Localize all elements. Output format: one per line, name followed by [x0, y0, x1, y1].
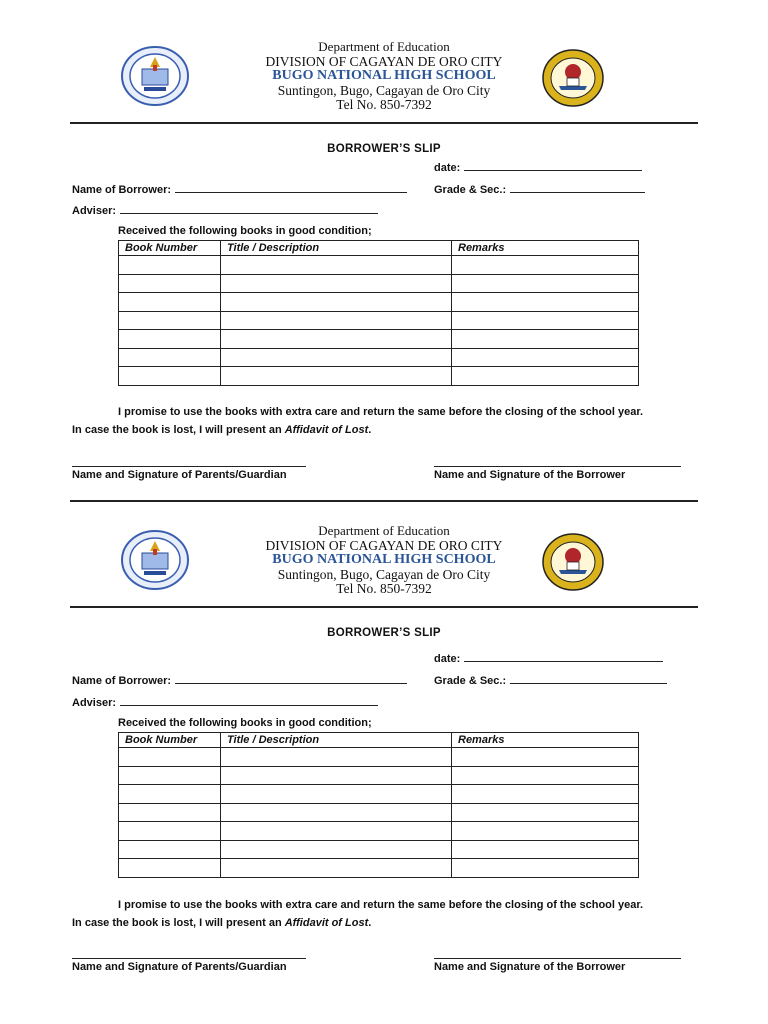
date-field[interactable] — [434, 160, 642, 174]
column-header-remarks: Remarks — [452, 241, 639, 256]
slip-separator — [70, 500, 698, 502]
adviser-label: Adviser: — [72, 205, 117, 217]
table-row — [119, 803, 639, 822]
school-address: Suntingon, Bugo, Cagayan de Oro City — [277, 82, 491, 98]
borrower-signature-label: Name and Signature of the Borrower — [434, 469, 626, 481]
adviser-label: Adviser: — [72, 697, 117, 709]
remarks-cell[interactable] — [452, 840, 639, 859]
promise-statement — [72, 896, 712, 932]
borrower-label: Name of Borrower: — [72, 184, 172, 196]
column-header-book-number: Book Number — [119, 733, 221, 748]
title-cell[interactable] — [221, 330, 452, 349]
date-input-line[interactable] — [464, 160, 642, 171]
books-table — [118, 732, 639, 878]
book-number-cell[interactable] — [119, 293, 221, 312]
promise-period: . — [368, 917, 372, 929]
grade-section-field[interactable] — [434, 673, 667, 687]
borrower-signature-line[interactable] — [434, 466, 681, 467]
grade-input-line[interactable] — [510, 673, 667, 684]
promise-line-1: I promise to use the books with extra care and return the same before the closing of the school year. — [118, 406, 644, 418]
table-row — [119, 256, 639, 275]
table-row — [119, 367, 639, 386]
table-header-row — [119, 241, 639, 256]
division-name: DIVISION OF CAGAYAN DE ORO CITY — [265, 53, 503, 69]
title-cell[interactable] — [221, 803, 452, 822]
department-name: Department of Education — [318, 39, 450, 54]
book-number-cell[interactable] — [119, 785, 221, 804]
promise-line-2: In case the book is lost, I will present an — [72, 424, 285, 436]
book-number-cell[interactable] — [119, 256, 221, 275]
remarks-cell[interactable] — [452, 859, 639, 878]
date-input-line[interactable] — [464, 651, 663, 662]
parent-signature-line[interactable] — [72, 958, 306, 959]
title-cell[interactable] — [221, 348, 452, 367]
title-cell[interactable] — [221, 367, 452, 386]
table-row — [119, 766, 639, 785]
table-row — [119, 822, 639, 841]
parent-signature-label: Name and Signature of Parents/Guardian — [72, 961, 287, 973]
promise-period: . — [368, 424, 372, 436]
parent-signature-line[interactable] — [72, 466, 306, 467]
school-header — [0, 524, 768, 597]
promise-line-1: I promise to use the books with extra care and return the same before the closing of the school year. — [118, 899, 644, 911]
table-row — [119, 330, 639, 349]
title-cell[interactable] — [221, 256, 452, 275]
school-header — [0, 40, 768, 113]
book-number-cell[interactable] — [119, 766, 221, 785]
borrower-input-line[interactable] — [175, 182, 407, 193]
grade-section-field[interactable] — [434, 182, 645, 196]
promise-statement — [72, 403, 712, 439]
remarks-cell[interactable] — [452, 748, 639, 767]
column-header-remarks: Remarks — [452, 733, 639, 748]
title-cell[interactable] — [221, 766, 452, 785]
borrower-name-field[interactable] — [72, 182, 407, 196]
book-number-cell[interactable] — [119, 330, 221, 349]
borrower-input-line[interactable] — [175, 673, 407, 684]
department-name: Department of Education — [318, 523, 450, 538]
remarks-cell[interactable] — [452, 293, 639, 312]
book-number-cell[interactable] — [119, 840, 221, 859]
title-cell[interactable] — [221, 840, 452, 859]
books-table — [118, 240, 639, 386]
book-number-cell[interactable] — [119, 367, 221, 386]
received-statement: Received the following books in good condition; — [118, 717, 372, 729]
school-telephone: Tel No. 850-7392 — [336, 581, 432, 596]
column-header-title: Title / Description — [221, 733, 452, 748]
remarks-cell[interactable] — [452, 348, 639, 367]
borrower-signature-line[interactable] — [434, 958, 681, 959]
book-number-cell[interactable] — [119, 311, 221, 330]
title-cell[interactable] — [221, 311, 452, 330]
date-label: date: — [434, 162, 461, 174]
adviser-input-line[interactable] — [120, 695, 378, 706]
adviser-field[interactable] — [72, 695, 378, 709]
slip-title: BORROWER’S SLIP — [327, 627, 441, 639]
school-name: BUGO NATIONAL HIGH SCHOOL — [272, 68, 496, 83]
parent-signature-label: Name and Signature of Parents/Guardian — [72, 469, 287, 481]
title-cell[interactable] — [221, 822, 452, 841]
date-field[interactable] — [434, 651, 663, 665]
table-row — [119, 859, 639, 878]
book-number-cell[interactable] — [119, 274, 221, 293]
book-number-cell[interactable] — [119, 748, 221, 767]
table-row — [119, 348, 639, 367]
title-cell[interactable] — [221, 274, 452, 293]
remarks-cell[interactable] — [452, 330, 639, 349]
grade-label: Grade & Sec.: — [434, 184, 507, 196]
adviser-field[interactable] — [72, 203, 378, 217]
remarks-cell[interactable] — [452, 311, 639, 330]
affidavit-of-lost: Affidavit of Lost — [284, 424, 369, 436]
adviser-input-line[interactable] — [120, 203, 378, 214]
title-cell[interactable] — [221, 293, 452, 312]
remarks-cell[interactable] — [452, 256, 639, 275]
remarks-cell[interactable] — [452, 766, 639, 785]
division-name: DIVISION OF CAGAYAN DE ORO CITY — [265, 537, 503, 553]
table-row — [119, 293, 639, 312]
date-label: date: — [434, 653, 461, 665]
title-cell[interactable] — [221, 859, 452, 878]
slip-title: BORROWER’S SLIP — [327, 143, 441, 155]
book-number-cell[interactable] — [119, 822, 221, 841]
grade-label: Grade & Sec.: — [434, 675, 507, 687]
table-row — [119, 785, 639, 804]
table-row — [119, 274, 639, 293]
remarks-cell[interactable] — [452, 785, 639, 804]
header-divider — [70, 606, 698, 608]
borrower-signature-label: Name and Signature of the Borrower — [434, 961, 626, 973]
school-name: BUGO NATIONAL HIGH SCHOOL — [272, 552, 496, 567]
school-address: Suntingon, Bugo, Cagayan de Oro City — [277, 566, 491, 582]
borrower-name-field[interactable] — [72, 673, 407, 687]
remarks-cell[interactable] — [452, 367, 639, 386]
grade-input-line[interactable] — [510, 182, 645, 193]
title-cell[interactable] — [221, 785, 452, 804]
table-row — [119, 748, 639, 767]
received-statement: Received the following books in good condition; — [118, 225, 372, 237]
remarks-cell[interactable] — [452, 274, 639, 293]
school-telephone: Tel No. 850-7392 — [336, 97, 432, 112]
column-header-book-number: Book Number — [119, 241, 221, 256]
table-header-row — [119, 733, 639, 748]
remarks-cell[interactable] — [452, 803, 639, 822]
affidavit-of-lost: Affidavit of Lost — [284, 917, 369, 929]
table-row — [119, 840, 639, 859]
header-divider — [70, 122, 698, 124]
title-cell[interactable] — [221, 748, 452, 767]
column-header-title: Title / Description — [221, 241, 452, 256]
book-number-cell[interactable] — [119, 803, 221, 822]
remarks-cell[interactable] — [452, 822, 639, 841]
promise-line-2: In case the book is lost, I will present an — [72, 917, 285, 929]
borrower-label: Name of Borrower: — [72, 675, 172, 687]
book-number-cell[interactable] — [119, 348, 221, 367]
book-number-cell[interactable] — [119, 859, 221, 878]
table-row — [119, 311, 639, 330]
